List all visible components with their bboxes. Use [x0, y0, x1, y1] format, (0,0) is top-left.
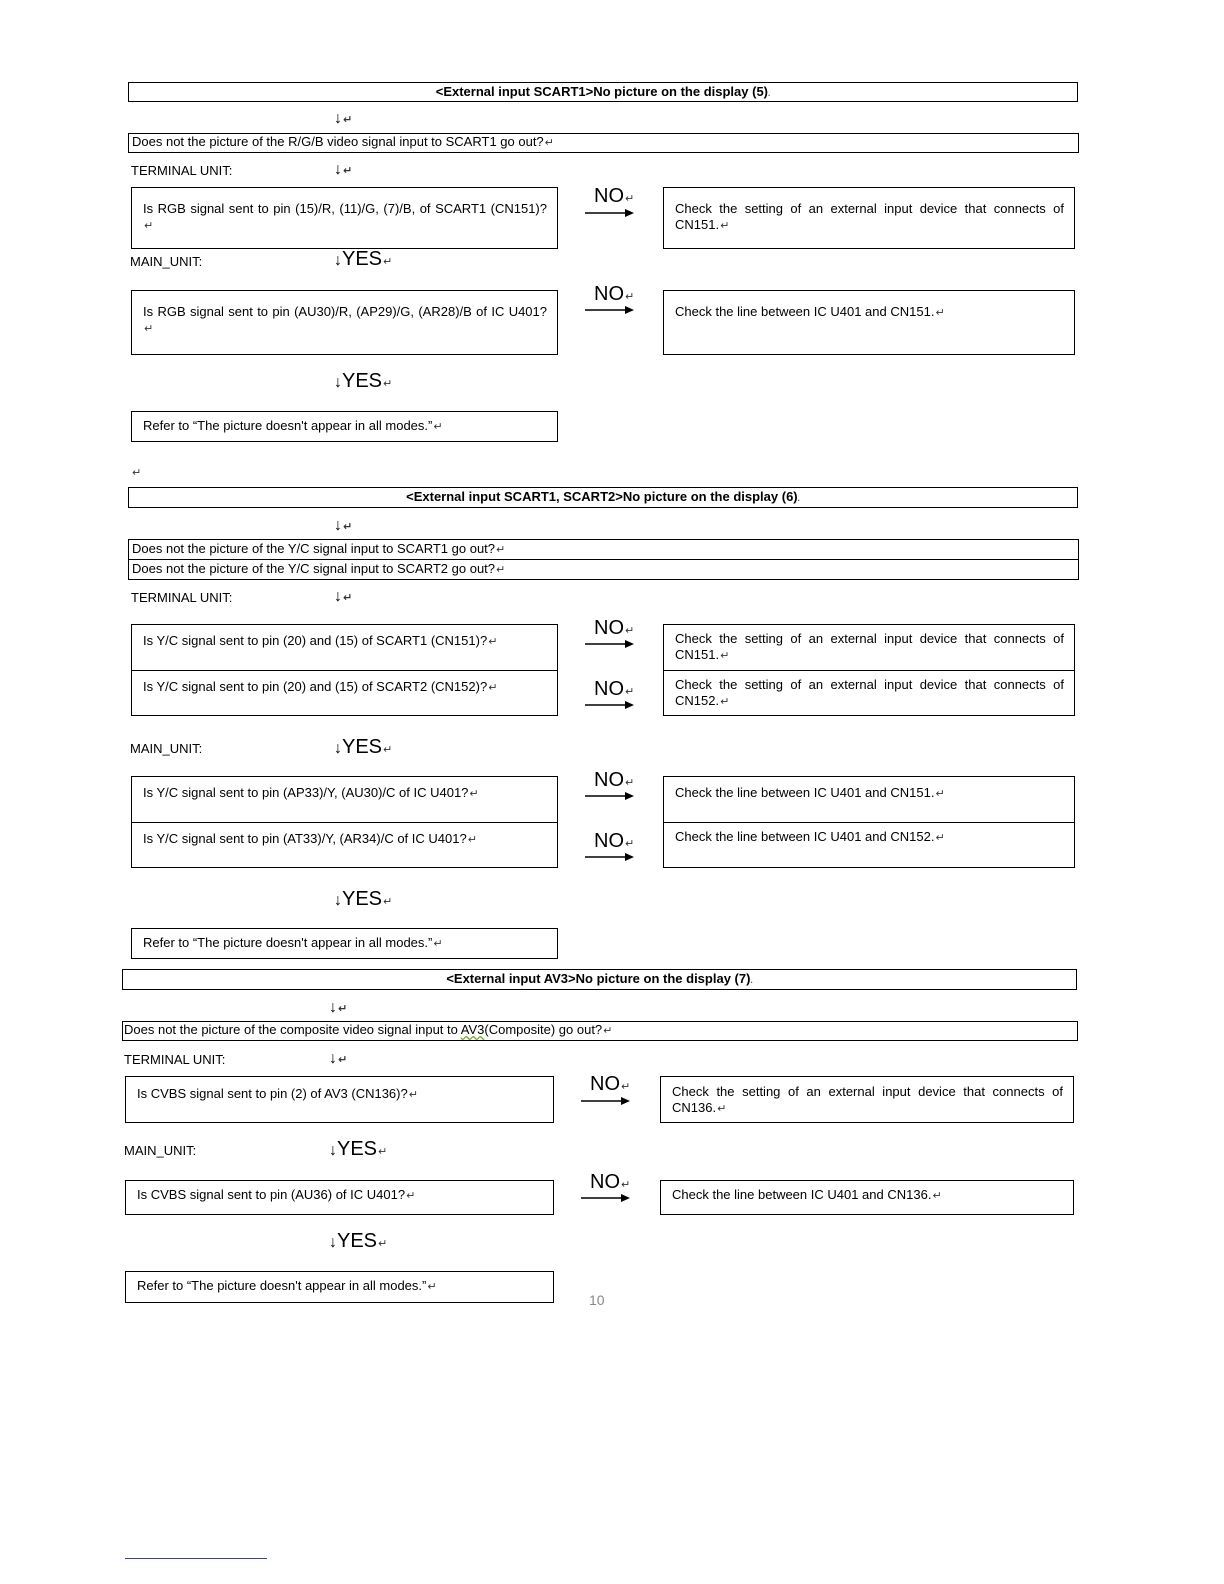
yes-label: ↓YES↵ — [334, 370, 393, 392]
right-arrow-icon — [585, 699, 645, 713]
section2-question1: Does not the picture of the Y/C signal input to SCART1 go out?↵ — [132, 541, 506, 556]
section2-result2b: Check the line between IC U401 and CN152.↵ — [675, 829, 945, 844]
section2-question-box — [128, 539, 1079, 580]
section2-check2b: Is Y/C signal sent to pin (AT33)/Y, (AR34)/C of IC U401?↵ — [143, 831, 477, 846]
yes-label: ↓YES↵ — [329, 1230, 388, 1252]
section3-check1-box: Is CVBS signal sent to pin (2) of AV3 (CN136)?↵ — [125, 1076, 554, 1123]
no-label: NO↵ — [594, 830, 635, 852]
section1-check2-box: Is RGB signal sent to pin (AU30)/R, (AP29)/G, (AR28)/B of IC U401?↵ — [131, 290, 558, 355]
no-label: NO↵ — [594, 678, 635, 700]
right-arrow-icon — [585, 790, 645, 804]
section3-result2-box: Check the line between IC U401 and CN136.↵ — [660, 1180, 1074, 1215]
no-label: NO↵ — [590, 1171, 631, 1193]
down-arrow-icon: ↓↵ — [334, 110, 353, 127]
right-arrow-icon — [585, 638, 645, 652]
section2-terminal-checks — [131, 624, 558, 716]
section3-title: <External input AV3>No picture on the display (7). — [122, 969, 1077, 990]
terminal-unit-label: TERMINAL UNIT: — [131, 590, 233, 605]
section1-check1-box: Is RGB signal sent to pin (15)/R, (11)/G, (7)/B, of SCART1 (CN151)?↵ — [131, 187, 558, 249]
footnote-separator — [125, 1558, 267, 1559]
no-label: NO↵ — [590, 1073, 631, 1095]
down-arrow-icon: ↓↵ — [334, 588, 353, 605]
section2-check1b: Is Y/C signal sent to pin (20) and (15) of SCART2 (CN152)?↵ — [143, 679, 498, 694]
section2-result2a: Check the line between IC U401 and CN151.↵ — [675, 785, 945, 800]
section2-check1a: Is Y/C signal sent to pin (20) and (15) of SCART1 (CN151)?↵ — [143, 633, 498, 648]
no-label: NO↵ — [594, 769, 635, 791]
page-number: 10 — [589, 1292, 605, 1308]
section2-refer-box: Refer to “The picture doesn't appear in all modes.”↵ — [131, 928, 558, 959]
section2-check2a: Is Y/C signal sent to pin (AP33)/Y, (AU30)/C of IC U401?↵ — [143, 785, 479, 800]
terminal-unit-label: TERMINAL UNIT: — [131, 163, 233, 178]
down-arrow-icon: ↓↵ — [329, 1050, 348, 1067]
no-label: NO↵ — [594, 283, 635, 305]
terminal-unit-label: TERMINAL UNIT: — [124, 1052, 226, 1067]
main-unit-label: MAIN_UNIT: — [130, 254, 203, 269]
right-arrow-icon — [581, 1192, 641, 1206]
no-label: NO↵ — [594, 185, 635, 207]
right-arrow-icon — [585, 207, 645, 221]
main-unit-label: MAIN_UNIT: — [124, 1143, 197, 1158]
yes-label: ↓YES↵ — [334, 736, 393, 758]
right-arrow-icon — [585, 851, 645, 865]
section2-question2: Does not the picture of the Y/C signal input to SCART2 go out?↵ — [132, 561, 506, 576]
yes-label: ↓YES↵ — [334, 248, 393, 270]
yes-label: ↓YES↵ — [329, 1138, 388, 1160]
section3-result1-box: Check the setting of an external input device that connects of CN136.↵ — [660, 1076, 1074, 1123]
section3-question: Does not the picture of the composite video signal input to AV3(Composite) go out?↵ — [122, 1021, 1078, 1041]
right-arrow-icon — [585, 304, 645, 318]
section2-title: <External input SCART1, SCART2>No picture on the display (6). — [128, 487, 1078, 508]
paragraph-mark: ↵ — [132, 467, 142, 479]
section1-title: <External input SCART1>No picture on the display (5). — [128, 82, 1078, 102]
down-arrow-icon: ↓↵ — [329, 999, 348, 1016]
main-unit-label: MAIN_UNIT: — [130, 741, 203, 756]
section2-result1b: Check the setting of an external input device that connects of CN152.↵ — [675, 677, 1064, 708]
section3-check2-box: Is CVBS signal sent to pin (AU36) of IC U401?↵ — [125, 1180, 554, 1215]
section2-result1a: Check the setting of an external input device that connects of CN151.↵ — [675, 631, 1064, 662]
section2-main-results — [663, 776, 1075, 868]
right-arrow-icon — [581, 1095, 641, 1109]
section1-refer-box: Refer to “The picture doesn't appear in all modes.”↵ — [131, 411, 558, 442]
section2-main-checks — [131, 776, 558, 868]
section3-refer-box: Refer to “The picture doesn't appear in all modes.”↵ — [125, 1271, 554, 1303]
section2-terminal-results — [663, 624, 1075, 716]
no-label: NO↵ — [594, 617, 635, 639]
section1-question: Does not the picture of the R/G/B video signal input to SCART1 go out?↵ — [128, 133, 1079, 153]
section1-result1-box: Check the setting of an external input device that connects of CN151.↵ — [663, 187, 1075, 249]
down-arrow-icon: ↓↵ — [334, 161, 353, 178]
yes-label: ↓YES↵ — [334, 888, 393, 910]
section1-result2-box: Check the line between IC U401 and CN151.↵ — [663, 290, 1075, 355]
down-arrow-icon: ↓↵ — [334, 517, 353, 534]
